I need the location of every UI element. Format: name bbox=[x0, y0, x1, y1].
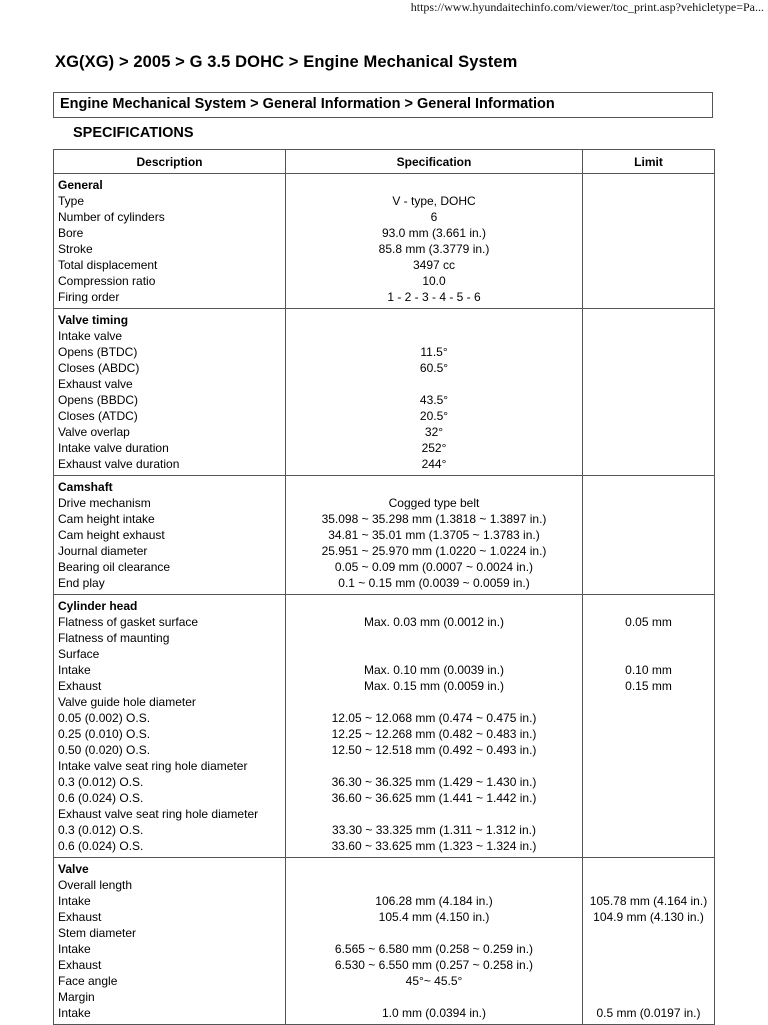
group-title-spacer bbox=[290, 479, 578, 495]
limit-cell bbox=[583, 174, 715, 309]
section-breadcrumb-box bbox=[53, 92, 713, 118]
row-specification: 0.1 ~ 0.15 mm (0.0039 ~ 0.0059 in.) bbox=[338, 576, 530, 590]
row-description: End play bbox=[58, 576, 105, 590]
row-specification: 33.60 ~ 33.625 mm (1.323 ~ 1.324 in.) bbox=[331, 839, 537, 853]
specifications-heading: SPECIFICATIONS bbox=[73, 125, 194, 141]
row-specification: 0.05 ~ 0.09 mm (0.0007 ~ 0.0024 in.) bbox=[334, 560, 534, 574]
group-title: Camshaft bbox=[58, 480, 113, 494]
row-limit bbox=[587, 694, 710, 710]
row-description: Intake valve bbox=[58, 329, 123, 343]
row-limit bbox=[587, 241, 710, 257]
table-row bbox=[54, 174, 715, 309]
row-description: Firing order bbox=[58, 290, 120, 304]
group-title: Valve bbox=[58, 862, 89, 876]
row-specification bbox=[290, 646, 578, 662]
group-title-spacer bbox=[587, 479, 710, 495]
row-description: Valve overlap bbox=[58, 425, 130, 439]
row-limit: 104.9 mm (4.130 in.) bbox=[593, 910, 704, 924]
row-description: Stroke bbox=[58, 242, 93, 256]
row-specification: 32° bbox=[424, 425, 444, 439]
row-description: Intake valve seat ring hole diameter bbox=[58, 759, 248, 773]
row-limit bbox=[587, 575, 710, 591]
row-limit bbox=[587, 257, 710, 273]
specifications-table bbox=[53, 149, 715, 1025]
row-specification: 33.30 ~ 33.325 mm (1.311 ~ 1.312 in.) bbox=[332, 823, 536, 837]
row-specification: 43.5° bbox=[419, 393, 449, 407]
group-title-spacer bbox=[587, 861, 710, 877]
specification-cell bbox=[286, 858, 583, 1025]
row-limit bbox=[587, 630, 710, 646]
row-limit bbox=[587, 360, 710, 376]
group-title: Cylinder head bbox=[58, 599, 138, 613]
row-specification: 20.5° bbox=[419, 409, 449, 423]
row-limit bbox=[587, 344, 710, 360]
row-specification: 1 - 2 - 3 - 4 - 5 - 6 bbox=[387, 290, 481, 304]
row-description: Opens (BBDC) bbox=[58, 393, 139, 407]
description-cell bbox=[54, 309, 286, 476]
group-title: General bbox=[58, 178, 103, 192]
group-title-spacer bbox=[587, 312, 710, 328]
row-specification: 6 bbox=[430, 210, 438, 224]
row-limit bbox=[587, 726, 710, 742]
page-url: https://www.hyundaitechinfo.com/viewer/toc_print.asp?vehicletype=Pa... bbox=[410, 0, 764, 14]
row-description: Surface bbox=[58, 647, 100, 661]
specification-cell bbox=[286, 309, 583, 476]
limit-cell bbox=[583, 595, 715, 858]
column-header-limit: Limit bbox=[583, 150, 715, 174]
row-specification: 36.60 ~ 36.625 mm (1.441 ~ 1.442 in.) bbox=[331, 791, 537, 805]
table-row bbox=[54, 309, 715, 476]
row-limit bbox=[587, 758, 710, 774]
row-specification bbox=[290, 694, 578, 710]
row-limit bbox=[587, 774, 710, 790]
row-limit bbox=[587, 273, 710, 289]
page-title: XG(XG) > 2005 > G 3.5 DOHC > Engine Mechanical System bbox=[55, 53, 518, 71]
row-description: Bore bbox=[58, 226, 84, 240]
row-specification: 60.5° bbox=[419, 361, 449, 375]
row-specification: 93.0 mm (3.661 in.) bbox=[381, 226, 487, 240]
row-description: Closes (ATDC) bbox=[58, 409, 138, 423]
row-description: Opens (BTDC) bbox=[58, 345, 138, 359]
limit-cell bbox=[583, 476, 715, 595]
row-limit bbox=[587, 511, 710, 527]
table-row bbox=[54, 858, 715, 1025]
row-limit bbox=[587, 209, 710, 225]
row-limit bbox=[587, 790, 710, 806]
row-description: Total displacement bbox=[58, 258, 158, 272]
row-limit bbox=[587, 408, 710, 424]
row-specification bbox=[290, 328, 578, 344]
row-description: Journal diameter bbox=[58, 544, 148, 558]
limit-cell bbox=[583, 309, 715, 476]
row-specification: 3497 cc bbox=[412, 258, 456, 272]
row-specification: 35.098 ~ 35.298 mm (1.3818 ~ 1.3897 in.) bbox=[321, 512, 547, 526]
row-description: Exhaust bbox=[58, 679, 102, 693]
row-specification: 36.30 ~ 36.325 mm (1.429 ~ 1.430 in.) bbox=[331, 775, 537, 789]
row-description: Margin bbox=[58, 990, 95, 1004]
row-description: Intake valve duration bbox=[58, 441, 169, 455]
row-description: Drive mechanism bbox=[58, 496, 151, 510]
group-title-spacer bbox=[290, 312, 578, 328]
row-specification: 12.50 ~ 12.518 mm (0.492 ~ 0.493 in.) bbox=[331, 743, 537, 757]
row-limit: 0.15 mm bbox=[625, 679, 672, 693]
section-breadcrumb: Engine Mechanical System > General Information > General Information bbox=[60, 96, 555, 112]
row-description: Closes (ABDC) bbox=[58, 361, 140, 375]
row-description: Exhaust valve duration bbox=[58, 457, 180, 471]
row-limit bbox=[587, 328, 710, 344]
row-specification bbox=[290, 758, 578, 774]
group-title: Valve timing bbox=[58, 313, 129, 327]
row-specification: 1.0 mm (0.0394 in.) bbox=[381, 1006, 487, 1020]
row-specification: 252° bbox=[421, 441, 447, 455]
row-description: 0.3 (0.012) O.S. bbox=[58, 823, 144, 837]
row-description: Face angle bbox=[58, 974, 118, 988]
row-specification bbox=[290, 989, 578, 1005]
group-title-spacer bbox=[290, 598, 578, 614]
row-limit bbox=[587, 806, 710, 822]
row-description: Stem diameter bbox=[58, 926, 137, 940]
row-specification: 85.8 mm (3.3779 in.) bbox=[378, 242, 490, 256]
row-specification: 34.81 ~ 35.01 mm (1.3705 ~ 1.3783 in.) bbox=[328, 528, 540, 542]
row-specification: 106.28 mm (4.184 in.) bbox=[375, 894, 493, 908]
row-specification: 105.4 mm (4.150 in.) bbox=[378, 910, 490, 924]
group-title-spacer bbox=[290, 861, 578, 877]
column-header-specification: Specification bbox=[286, 150, 583, 174]
row-limit bbox=[587, 527, 710, 543]
group-title-spacer bbox=[587, 177, 710, 193]
row-limit bbox=[587, 877, 710, 893]
row-limit bbox=[587, 440, 710, 456]
row-specification: 45°~ 45.5° bbox=[405, 974, 463, 988]
row-specification bbox=[290, 877, 578, 893]
row-specification bbox=[290, 925, 578, 941]
row-description: 0.6 (0.024) O.S. bbox=[58, 791, 144, 805]
row-description: Flatness of maunting bbox=[58, 631, 170, 645]
row-limit bbox=[587, 376, 710, 392]
description-cell bbox=[54, 476, 286, 595]
description-cell bbox=[54, 174, 286, 309]
row-specification: 12.05 ~ 12.068 mm (0.474 ~ 0.475 in.) bbox=[331, 711, 537, 725]
table-row bbox=[54, 476, 715, 595]
row-description: 0.3 (0.012) O.S. bbox=[58, 775, 144, 789]
row-specification bbox=[290, 630, 578, 646]
row-limit bbox=[587, 424, 710, 440]
row-limit bbox=[587, 193, 710, 209]
group-title-spacer bbox=[290, 177, 578, 193]
row-specification: Max. 0.03 mm (0.0012 in.) bbox=[363, 615, 505, 629]
row-specification: 10.0 bbox=[422, 274, 446, 288]
row-limit bbox=[587, 710, 710, 726]
row-description: Intake bbox=[58, 942, 91, 956]
row-description: 0.05 (0.002) O.S. bbox=[58, 711, 151, 725]
row-limit bbox=[587, 925, 710, 941]
row-specification: 11.5° bbox=[420, 345, 448, 359]
row-specification: 25.951 ~ 25.970 mm (1.0220 ~ 1.0224 in.) bbox=[321, 544, 547, 558]
column-header-description: Description bbox=[54, 150, 286, 174]
row-limit bbox=[587, 822, 710, 838]
row-limit bbox=[587, 543, 710, 559]
row-description: Cam height intake bbox=[58, 512, 155, 526]
specification-cell bbox=[286, 476, 583, 595]
row-limit bbox=[587, 392, 710, 408]
specifications-table-body bbox=[54, 174, 715, 1025]
row-description: Intake bbox=[58, 894, 91, 908]
group-title-spacer bbox=[587, 598, 710, 614]
row-specification: Max. 0.15 mm (0.0059 in.) bbox=[363, 679, 505, 693]
row-description: Exhaust bbox=[58, 910, 102, 924]
row-description: Exhaust bbox=[58, 958, 102, 972]
row-specification: 12.25 ~ 12.268 mm (0.482 ~ 0.483 in.) bbox=[331, 727, 537, 741]
row-description: Number of cylinders bbox=[58, 210, 165, 224]
row-limit bbox=[587, 973, 710, 989]
row-specification bbox=[290, 806, 578, 822]
row-specification: V - type, DOHC bbox=[392, 194, 476, 208]
row-limit bbox=[587, 989, 710, 1005]
row-specification: 6.565 ~ 6.580 mm (0.258 ~ 0.259 in.) bbox=[334, 942, 534, 956]
table-header-row bbox=[54, 150, 715, 174]
description-cell bbox=[54, 858, 286, 1025]
row-description: Intake bbox=[58, 663, 91, 677]
row-description: Compression ratio bbox=[58, 274, 156, 288]
table-row bbox=[54, 595, 715, 858]
row-limit bbox=[587, 225, 710, 241]
row-description: 0.50 (0.020) O.S. bbox=[58, 743, 151, 757]
row-description: Exhaust valve seat ring hole diameter bbox=[58, 807, 259, 821]
row-description: 0.25 (0.010) O.S. bbox=[58, 727, 151, 741]
row-limit bbox=[587, 742, 710, 758]
row-description: Cam height exhaust bbox=[58, 528, 165, 542]
specification-cell bbox=[286, 595, 583, 858]
row-description: 0.6 (0.024) O.S. bbox=[58, 839, 144, 853]
row-specification: 6.530 ~ 6.550 mm (0.257 ~ 0.258 in.) bbox=[334, 958, 534, 972]
row-description: Type bbox=[58, 194, 85, 208]
row-description: Exhaust valve bbox=[58, 377, 133, 391]
row-limit bbox=[587, 559, 710, 575]
row-limit bbox=[587, 957, 710, 973]
limit-cell bbox=[583, 858, 715, 1025]
row-limit: 0.5 mm (0.0197 in.) bbox=[596, 1006, 701, 1020]
row-limit bbox=[587, 941, 710, 957]
row-limit bbox=[587, 456, 710, 472]
row-limit bbox=[587, 646, 710, 662]
description-cell bbox=[54, 595, 286, 858]
row-specification: 244° bbox=[421, 457, 447, 471]
row-specification: Cogged type belt bbox=[388, 496, 480, 510]
row-description: Bearing oil clearance bbox=[58, 560, 171, 574]
row-specification: Max. 0.10 mm (0.0039 in.) bbox=[363, 663, 505, 677]
row-limit bbox=[587, 289, 710, 305]
row-limit bbox=[587, 838, 710, 854]
row-description: Flatness of gasket surface bbox=[58, 615, 199, 629]
row-limit bbox=[587, 495, 710, 511]
row-description: Valve guide hole diameter bbox=[58, 695, 196, 709]
row-limit: 0.05 mm bbox=[625, 615, 672, 629]
row-specification bbox=[290, 376, 578, 392]
row-limit: 105.78 mm (4.164 in.) bbox=[589, 894, 708, 908]
row-description: Overall length bbox=[58, 878, 133, 892]
row-limit: 0.10 mm bbox=[625, 663, 672, 677]
row-description: Intake bbox=[58, 1006, 91, 1020]
specification-cell bbox=[286, 174, 583, 309]
